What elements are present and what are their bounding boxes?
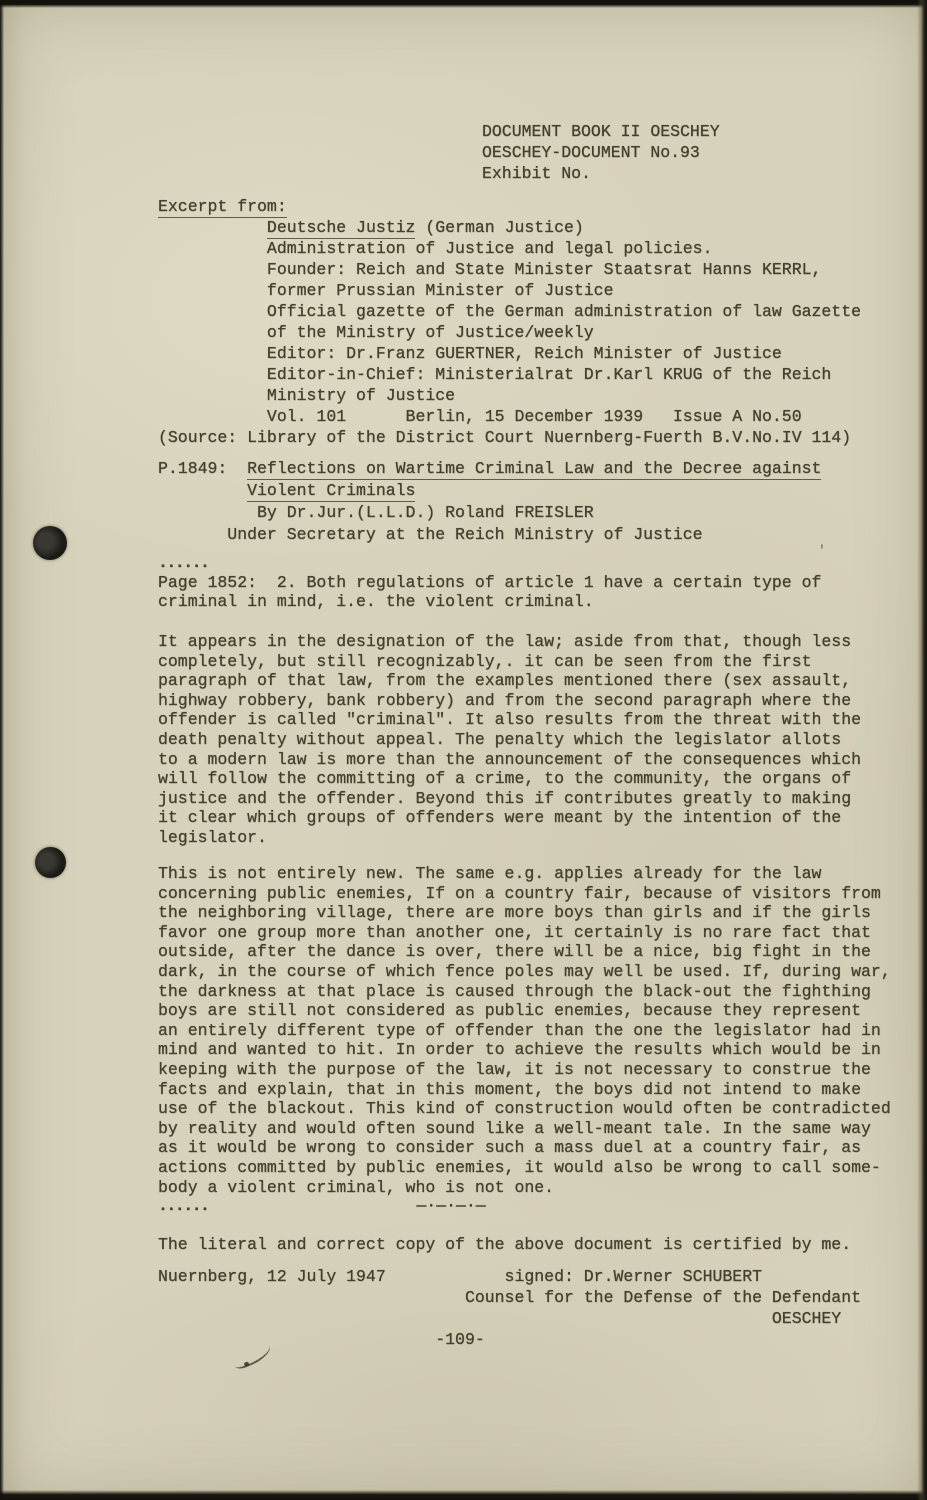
typed-line: This is not entirely new. The same e.g. applies already for the law <box>158 864 822 883</box>
typed-line: highway robbery, bank robbery) and from the second paragraph where the <box>158 690 852 710</box>
scan-edge-bottom <box>0 1490 927 1500</box>
typed-line: the darkness at that place is caused through the black-out the fighthing <box>158 981 871 1001</box>
page-number-line: -109- <box>158 1330 485 1349</box>
excerpt-section <box>158 196 861 448</box>
typed-line: of the Ministry of Justice/weekly <box>158 323 594 342</box>
closing-marks <box>158 1196 486 1216</box>
typed-line: justice and the offender. Beyond this if contributes greatly to making <box>158 788 852 808</box>
header-line: OESCHEY-DOCUMENT No.93 <box>482 143 700 162</box>
typed-line: concerning public enemies, If on a country fair, because of visitors from <box>158 883 881 903</box>
excerpt-label: Excerpt from: <box>158 197 287 216</box>
typed-line: Founder: Reich and State Minister Staatsrat Hanns KERRL, <box>158 260 822 279</box>
body-paragraph-3 <box>158 864 891 1197</box>
typed-line: completely, but still recognizably,. it can be seen from the first <box>158 651 812 671</box>
ellipsis-mark: ...... <box>158 553 209 572</box>
typed-line: paragraph of that law, from the examples mentioned there (sex assault, <box>158 671 852 691</box>
body-paragraph-2 <box>158 632 861 848</box>
scan-edge-right <box>917 0 927 1500</box>
page-ref: P.1849: <box>158 459 248 478</box>
typed-line: keeping with the purpose of the law, it is not necessary to construe the <box>158 1059 871 1079</box>
typed-line: offender is called "criminal". It also results from the threat with the <box>158 710 862 730</box>
typed-line: favor one group more than another one, it certainly is no rare fact that <box>158 922 871 942</box>
typed-line: Editor: Dr.Franz GUERTNER, Reich Minister of Justice <box>158 344 782 363</box>
volume-line: Vol. 101 Berlin, 15 December 1939 Issue A No.50 <box>158 407 802 426</box>
typed-line: Administration of Justice and legal policies. <box>158 239 713 258</box>
ellipsis-mark: ...... <box>158 1196 209 1215</box>
typed-line: facts and explain, that in this moment, the boys did not intend to make <box>158 1079 862 1099</box>
typed-line: It appears in the designation of the law; aside from that, though less <box>158 632 852 651</box>
typed-line: Page 1852: 2. Both regulations of article 1 have a certain type of <box>158 572 822 592</box>
ink-speck: ' <box>818 543 826 558</box>
defendant-name-line: OESCHEY <box>158 1309 842 1328</box>
typed-line: dark, in the course of which fence poles may well be used. If, during war, <box>158 961 891 981</box>
dash-mark: —·—·—·— <box>416 1196 486 1215</box>
header-line: DOCUMENT BOOK II OESCHEY <box>482 122 720 141</box>
typed-line: mind and wanted to hit. In order to achieve the results which would be in <box>158 1040 881 1060</box>
body-paragraph-1 <box>158 553 821 612</box>
typed-line: Editor-in-Chief: Ministerialrat Dr.Karl KRUG of the Reich <box>158 365 832 384</box>
typed-line: Ministry of Justice <box>158 386 456 405</box>
typed-line: an entirely different type of offender than the one the legislator had in <box>158 1020 881 1040</box>
typed-line: actions committed by public enemies, it would also be wrong to call some- <box>158 1157 881 1177</box>
typed-line: former Prussian Minister of Justice <box>158 281 614 300</box>
scan-edge-left <box>0 0 4 1500</box>
dateline-signed-line: Nuernberg, 12 July 1947 signed: Dr.Werner SCHUBERT <box>158 1267 762 1286</box>
hole-punch-top <box>33 526 67 560</box>
typed-line: boys are still not considered as public enemies, because they represent <box>158 1001 862 1021</box>
typed-line: death penalty without appeal. The penalty which the legislator allots <box>158 729 842 749</box>
article-byline: Under Secretary at the Reich Ministry of Justice <box>158 525 703 544</box>
source-line: (Source: Library of the District Court Nuernberg-Fuerth B.V.No.IV 114) <box>158 428 852 447</box>
typed-line: body a violent criminal, who is not one. <box>158 1177 555 1197</box>
typed-line: as it would be wrong to consider such a mass duel at a country fair, as <box>158 1138 862 1158</box>
header-line: Exhibit No. <box>482 164 591 183</box>
article-title-line: Violent Criminals <box>247 481 416 500</box>
typed-line: will follow the committing of a crime, to the community, the organs of <box>158 769 852 789</box>
journal-title-line: Deutsche Justiz (German Justice) <box>266 218 584 237</box>
typed-line: legislator. <box>158 827 267 847</box>
typed-line: the neighboring village, there are more boys than girls and if the girls <box>158 903 871 923</box>
certification-line: The literal and correct copy of the above document is certified by me. <box>158 1235 852 1254</box>
typed-line: use of the blackout. This kind of construction would often be contradicted <box>158 1099 891 1119</box>
typed-line: Official gazette of the German administration of law Gazette <box>158 302 862 321</box>
certification-section <box>158 1235 851 1255</box>
typed-line: outside, after the dance is over, there will be a nice, big fight in the <box>158 942 871 962</box>
article-title: Reflections on Wartime Criminal Law and the Decree against <box>247 459 822 478</box>
closing-line <box>158 1196 486 1216</box>
document-header <box>482 121 720 184</box>
article-byline: By Dr.Jur.(L.L.D.) Roland FREISLER <box>158 503 594 522</box>
scan-edge-top <box>0 0 927 8</box>
journal-title: Deutsche Justiz <box>266 218 416 237</box>
article-heading <box>158 458 821 546</box>
article-title-line <box>158 458 821 480</box>
typed-line: by reality and would often sound like a well-meant tale. In the same way <box>158 1118 871 1138</box>
typed-line: criminal in mind, i.e. the violent criminal. <box>158 592 594 612</box>
counsel-line: Counsel for the Defense of the Defendant <box>158 1288 862 1307</box>
typed-line: it clear which groups of offenders were meant by the intention of the <box>158 808 842 828</box>
hole-punch-bottom <box>35 847 66 878</box>
signature-block <box>158 1266 861 1350</box>
typed-line: to a modern law is more than the announcement of the consequences which <box>158 749 862 769</box>
